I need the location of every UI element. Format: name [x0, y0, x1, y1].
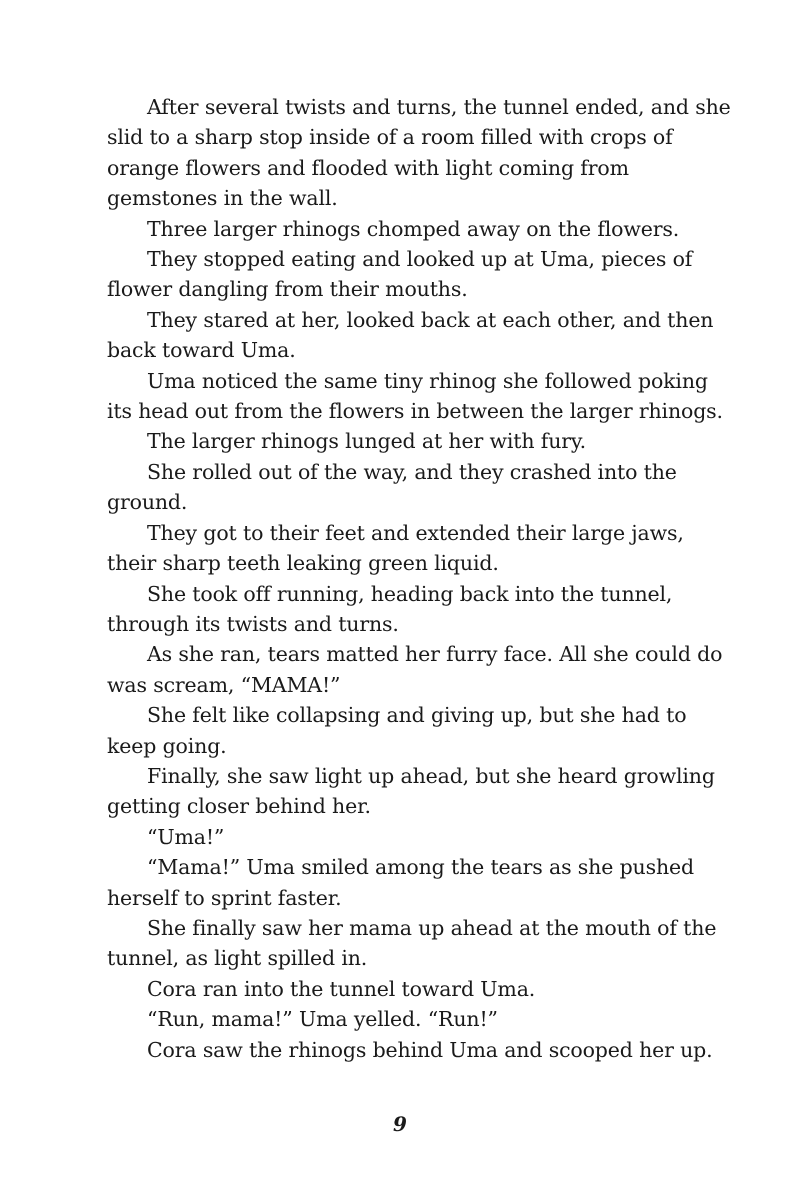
- body-text: [107, 92, 737, 1065]
- paragraph-13: “Uma!”: [147, 824, 225, 849]
- paragraph-6: The larger rhinogs lunged at her with fury.: [147, 429, 586, 454]
- paragraph-12: Finally, she saw light up ahead, but she heard growling getting closer behind her.: [107, 763, 715, 819]
- paragraph-3: They stopped eating and looked up at Uma, pieces of flower dangling from their mouths.: [107, 247, 693, 302]
- paragraph-9: She took off running, heading back into the tunnel, through its twists and turns.: [107, 581, 673, 636]
- paragraph-16: Cora ran into the tunnel toward Uma.: [147, 976, 536, 1001]
- paragraph-1: After several twists and turns, the tunnel ended, and she slid to a sharp stop inside of a room filled with crops of orange flowers and flooded with light coming from gemstones in the wall.: [107, 95, 731, 211]
- paragraph-11: She felt like collapsing and giving up, but she had to keep going.: [107, 703, 687, 758]
- paragraph-5: Uma noticed the same tiny rhinog she followed poking its head out from the flowers in between the larger rhinogs.: [107, 368, 723, 424]
- paragraph-2: Three larger rhinogs chomped away on the flowers.: [147, 216, 680, 241]
- paragraph-4: They stared at her, looked back at each other, and then back toward Uma.: [107, 307, 714, 363]
- paragraph-15: She finally saw her mama up ahead at the mouth of the tunnel, as light spilled in.: [107, 915, 717, 971]
- paragraph-10: As she ran, tears matted her furry face. All she could do was scream, “MAMA!”: [107, 642, 723, 697]
- paragraph-7: She rolled out of the way, and they crashed into the ground.: [107, 459, 677, 515]
- page-number: 9: [393, 1112, 407, 1136]
- paragraph-18: Cora saw the rhinogs behind Uma and scooped her up.: [147, 1037, 713, 1062]
- paragraph-17: “Run, mama!” Uma yelled. “Run!”: [147, 1007, 498, 1032]
- paragraph-14: “Mama!” Uma smiled among the tears as she pushed herself to sprint faster.: [107, 855, 694, 910]
- paragraph-8: They got to their feet and extended their large jaws, their sharp teeth leaking green liquid.: [107, 520, 684, 576]
